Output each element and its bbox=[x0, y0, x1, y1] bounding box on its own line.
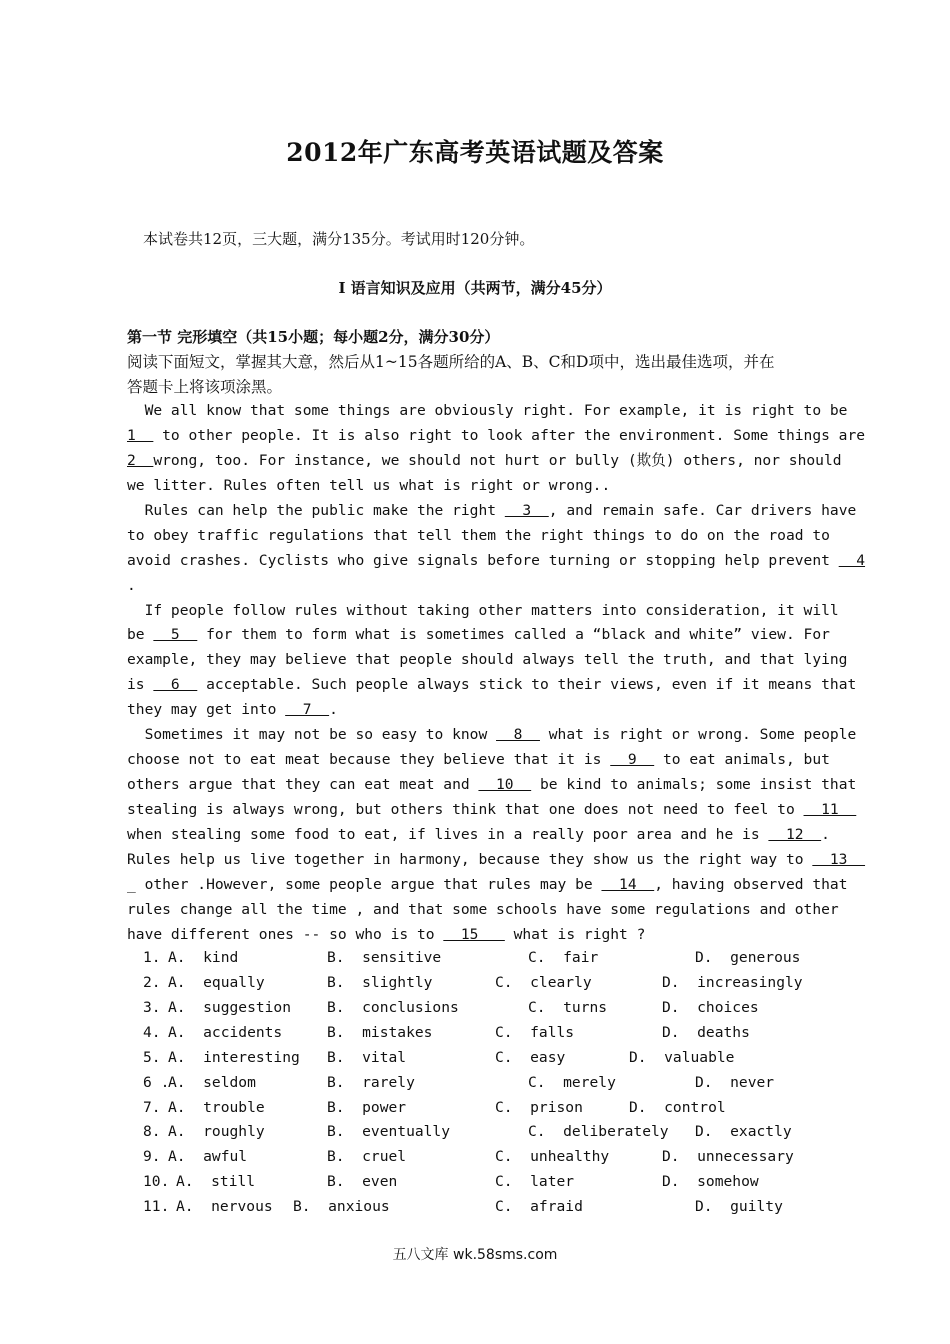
passage-text: we litter. Rules often tell us what is right or wrong.. bbox=[127, 476, 611, 494]
passage-text: choose not to eat meat because they believe that it is bbox=[127, 751, 611, 769]
cloze-passage bbox=[127, 399, 866, 948]
option-a: A. roughly bbox=[168, 1123, 265, 1141]
answer-blank: 11 bbox=[803, 801, 857, 818]
option-a: A. kind bbox=[168, 949, 239, 966]
passage-line bbox=[127, 499, 857, 524]
passage-text: what is right or wrong. Some people bbox=[539, 726, 857, 744]
answer-blank: 2 bbox=[127, 451, 154, 469]
passage-line bbox=[127, 873, 848, 898]
option-d: D. exactly bbox=[695, 1123, 792, 1141]
footer-watermark: 五八文库 wk.58sms.com bbox=[392, 1247, 558, 1263]
option-c: C. deliberately bbox=[528, 1123, 669, 1141]
passage-line bbox=[127, 698, 835, 723]
passage-text: is bbox=[127, 676, 154, 694]
passage-text: to eat animals, but bbox=[654, 751, 830, 769]
option-d: D. valuable bbox=[629, 1048, 735, 1066]
answer-blank: 3 bbox=[504, 501, 549, 519]
instructions bbox=[127, 350, 827, 400]
passage-line bbox=[127, 773, 857, 798]
passage-line bbox=[127, 673, 857, 698]
answer-blank: 14 bbox=[601, 875, 655, 893]
passage-text: to obey traffic regulations that tell them the right things to do on the road to bbox=[127, 526, 830, 544]
passage-text: have different ones -- so who is to bbox=[127, 925, 444, 943]
option-b: B. power bbox=[327, 1098, 407, 1116]
passage-line bbox=[127, 898, 839, 923]
instruction-line: 阅读下面短文，掌握其大意，然后从1~15各题所给的A、B、C和D项中，选出最佳选项，并在 bbox=[127, 353, 775, 371]
passage-text: avoid crashes. Cyclists who give signals before turning or stopping help prevent bbox=[127, 551, 839, 569]
passage-line bbox=[127, 623, 835, 648]
passage-line bbox=[127, 474, 835, 499]
passage-text: Rules can help the public make the right bbox=[127, 501, 505, 519]
option-b: B. mistakes bbox=[327, 1023, 433, 1041]
option-d: D. deaths bbox=[662, 1023, 750, 1041]
passage-line bbox=[127, 599, 839, 624]
answer-blank: 5 bbox=[153, 626, 198, 644]
passage-text: for them to form what is sometimes called a “black and white” view. For bbox=[197, 626, 830, 644]
passage-text: when stealing some food to eat, if lives in a really poor area and he is bbox=[127, 825, 769, 843]
passage-text: If people follow rules without taking other matters into consideration, it will bbox=[127, 601, 839, 619]
option-c: C. merely bbox=[528, 1073, 616, 1091]
option-c: C. falls bbox=[495, 1023, 575, 1041]
passage-line bbox=[127, 549, 866, 574]
option-a: A. interesting bbox=[168, 1048, 300, 1066]
question-row bbox=[0, 971, 950, 996]
option-c: C. prison bbox=[495, 1098, 583, 1116]
question-number: 8. bbox=[143, 1123, 161, 1141]
option-c: C. later bbox=[495, 1173, 575, 1191]
option-b: B. anxious bbox=[293, 1198, 390, 1216]
instruction-line: 答题卡上将该项涂黑。 bbox=[127, 378, 283, 396]
option-c: C. fair bbox=[528, 949, 599, 966]
passage-line bbox=[127, 648, 848, 673]
answer-blank: 4 bbox=[838, 551, 866, 569]
question-number: 4. bbox=[143, 1023, 161, 1041]
option-b: B. cruel bbox=[327, 1148, 407, 1166]
passage-line bbox=[127, 798, 857, 823]
answer-blank: 8 bbox=[496, 726, 540, 744]
option-a: A. accidents bbox=[168, 1023, 283, 1041]
option-c: C. afraid bbox=[495, 1198, 583, 1216]
passage-text: Sometimes it may not be so easy to know bbox=[127, 726, 497, 744]
answer-blank: 12 bbox=[768, 825, 822, 843]
option-c: C. unhealthy bbox=[495, 1148, 610, 1166]
section-heading: 第一节 完形填空（共15小题；每小题2分，满分30分） bbox=[127, 328, 500, 346]
question-row bbox=[0, 1195, 950, 1220]
option-c: C. easy bbox=[495, 1048, 566, 1066]
option-a: A. seldom bbox=[168, 1073, 256, 1091]
question-number: 1. bbox=[143, 949, 161, 966]
option-b: B. even bbox=[327, 1173, 398, 1191]
option-b: B. conclusions bbox=[327, 998, 459, 1016]
option-a: A. trouble bbox=[168, 1098, 265, 1116]
option-d: D. somehow bbox=[662, 1173, 759, 1191]
document-title: 2012年广东高考英语试题及答案 bbox=[286, 138, 664, 167]
part-heading: I 语言知识及应用（共两节，满分45分） bbox=[338, 279, 612, 297]
passage-line bbox=[127, 449, 842, 474]
passage-text: rules change all the time , and that some schools have some regulations and other bbox=[127, 900, 839, 918]
question-row bbox=[0, 1170, 950, 1195]
option-b: B. vital bbox=[327, 1048, 407, 1066]
passage-text: We all know that some things are obviously right. For example, it is right to be bbox=[127, 402, 848, 419]
passage-text: stealing is always wrong, but others think that one does not need to feel to bbox=[127, 801, 804, 818]
option-a: A. still bbox=[176, 1173, 256, 1191]
passage-line bbox=[127, 424, 866, 449]
option-d: D. generous bbox=[695, 949, 801, 966]
question-number: 3. bbox=[143, 998, 161, 1016]
option-a: A. equally bbox=[168, 973, 265, 991]
passage-text: . bbox=[821, 825, 830, 843]
question-number: 6 . bbox=[143, 1073, 170, 1091]
option-b: B. sensitive bbox=[327, 949, 442, 966]
option-a: A. awful bbox=[168, 1148, 248, 1166]
answer-blank: 13 bbox=[812, 850, 866, 868]
question-number: 9. bbox=[143, 1148, 161, 1166]
passage-text: wrong, too. For instance, we should not hurt or bully (欺负) others, nor should bbox=[153, 451, 842, 469]
passage-text: what is right ? bbox=[504, 925, 646, 943]
question-number: 5. bbox=[143, 1048, 161, 1066]
passage-text: example, they may believe that people should always tell the truth, and that lying bbox=[127, 651, 848, 669]
option-b: B. eventually bbox=[327, 1123, 451, 1141]
question-row bbox=[0, 996, 950, 1021]
passage-text: Rules help us live together in harmony, because they show us the right way to bbox=[127, 850, 813, 868]
passage-line bbox=[127, 748, 835, 773]
option-d: D. increasingly bbox=[662, 973, 803, 991]
passage-line bbox=[127, 923, 835, 948]
passage-text: they may get into bbox=[127, 701, 286, 719]
answer-blank: 1 bbox=[127, 426, 154, 444]
passage-text: be kind to animals; some insist that bbox=[531, 776, 857, 794]
passage-text: acceptable. Such people always stick to their views, even if it means that bbox=[197, 676, 857, 694]
option-d: D. never bbox=[695, 1073, 775, 1091]
option-c: C. clearly bbox=[495, 973, 592, 991]
passage-text: others argue that they can eat meat and bbox=[127, 776, 479, 794]
option-a: A. suggestion bbox=[168, 998, 292, 1016]
option-a: A. nervous bbox=[176, 1198, 273, 1216]
exam-intro: 本试卷共12页，三大题，满分135分。考试用时120分钟。 bbox=[143, 230, 535, 248]
passage-text: . bbox=[127, 576, 136, 594]
passage-text: , and remain safe. Car drivers have bbox=[548, 501, 857, 519]
question-number: 7. bbox=[143, 1098, 161, 1116]
answer-blank: 15 bbox=[443, 925, 505, 943]
passage-text: . bbox=[329, 701, 338, 719]
passage-line bbox=[127, 723, 857, 748]
option-b: B. rarely bbox=[327, 1073, 415, 1091]
passage-text: _ other .However, some people argue that rules may be bbox=[127, 875, 602, 893]
question-row bbox=[0, 1046, 950, 1071]
option-d: D. control bbox=[629, 1098, 726, 1116]
option-d: D. guilty bbox=[695, 1198, 783, 1216]
passage-line bbox=[127, 399, 848, 424]
option-d: D. unnecessary bbox=[662, 1148, 794, 1166]
passage-text: , having observed that bbox=[654, 875, 848, 893]
answer-options bbox=[0, 946, 950, 1220]
passage-text: to other people. It is also right to look after the environment. Some things are bbox=[153, 426, 866, 444]
passage-line bbox=[127, 574, 835, 599]
option-b: B. slightly bbox=[327, 973, 433, 991]
passage-line bbox=[127, 524, 835, 549]
passage-text: be bbox=[127, 626, 154, 644]
question-number: 11. bbox=[143, 1198, 170, 1216]
question-number: 10. bbox=[143, 1173, 170, 1191]
option-d: D. choices bbox=[662, 998, 759, 1016]
passage-line bbox=[127, 848, 866, 873]
question-row bbox=[0, 1021, 950, 1046]
question-number: 2. bbox=[143, 973, 161, 991]
question-row bbox=[0, 1071, 950, 1096]
question-row bbox=[0, 1096, 950, 1121]
answer-blank: 7 bbox=[285, 701, 330, 719]
question-row bbox=[0, 946, 950, 971]
answer-blank: 6 bbox=[153, 676, 198, 694]
question-row bbox=[0, 1145, 950, 1170]
answer-blank: 10 bbox=[478, 776, 532, 794]
option-c: C. turns bbox=[528, 998, 608, 1016]
question-row bbox=[0, 1120, 950, 1145]
passage-line bbox=[127, 823, 835, 848]
answer-blank: 9 bbox=[610, 751, 655, 769]
